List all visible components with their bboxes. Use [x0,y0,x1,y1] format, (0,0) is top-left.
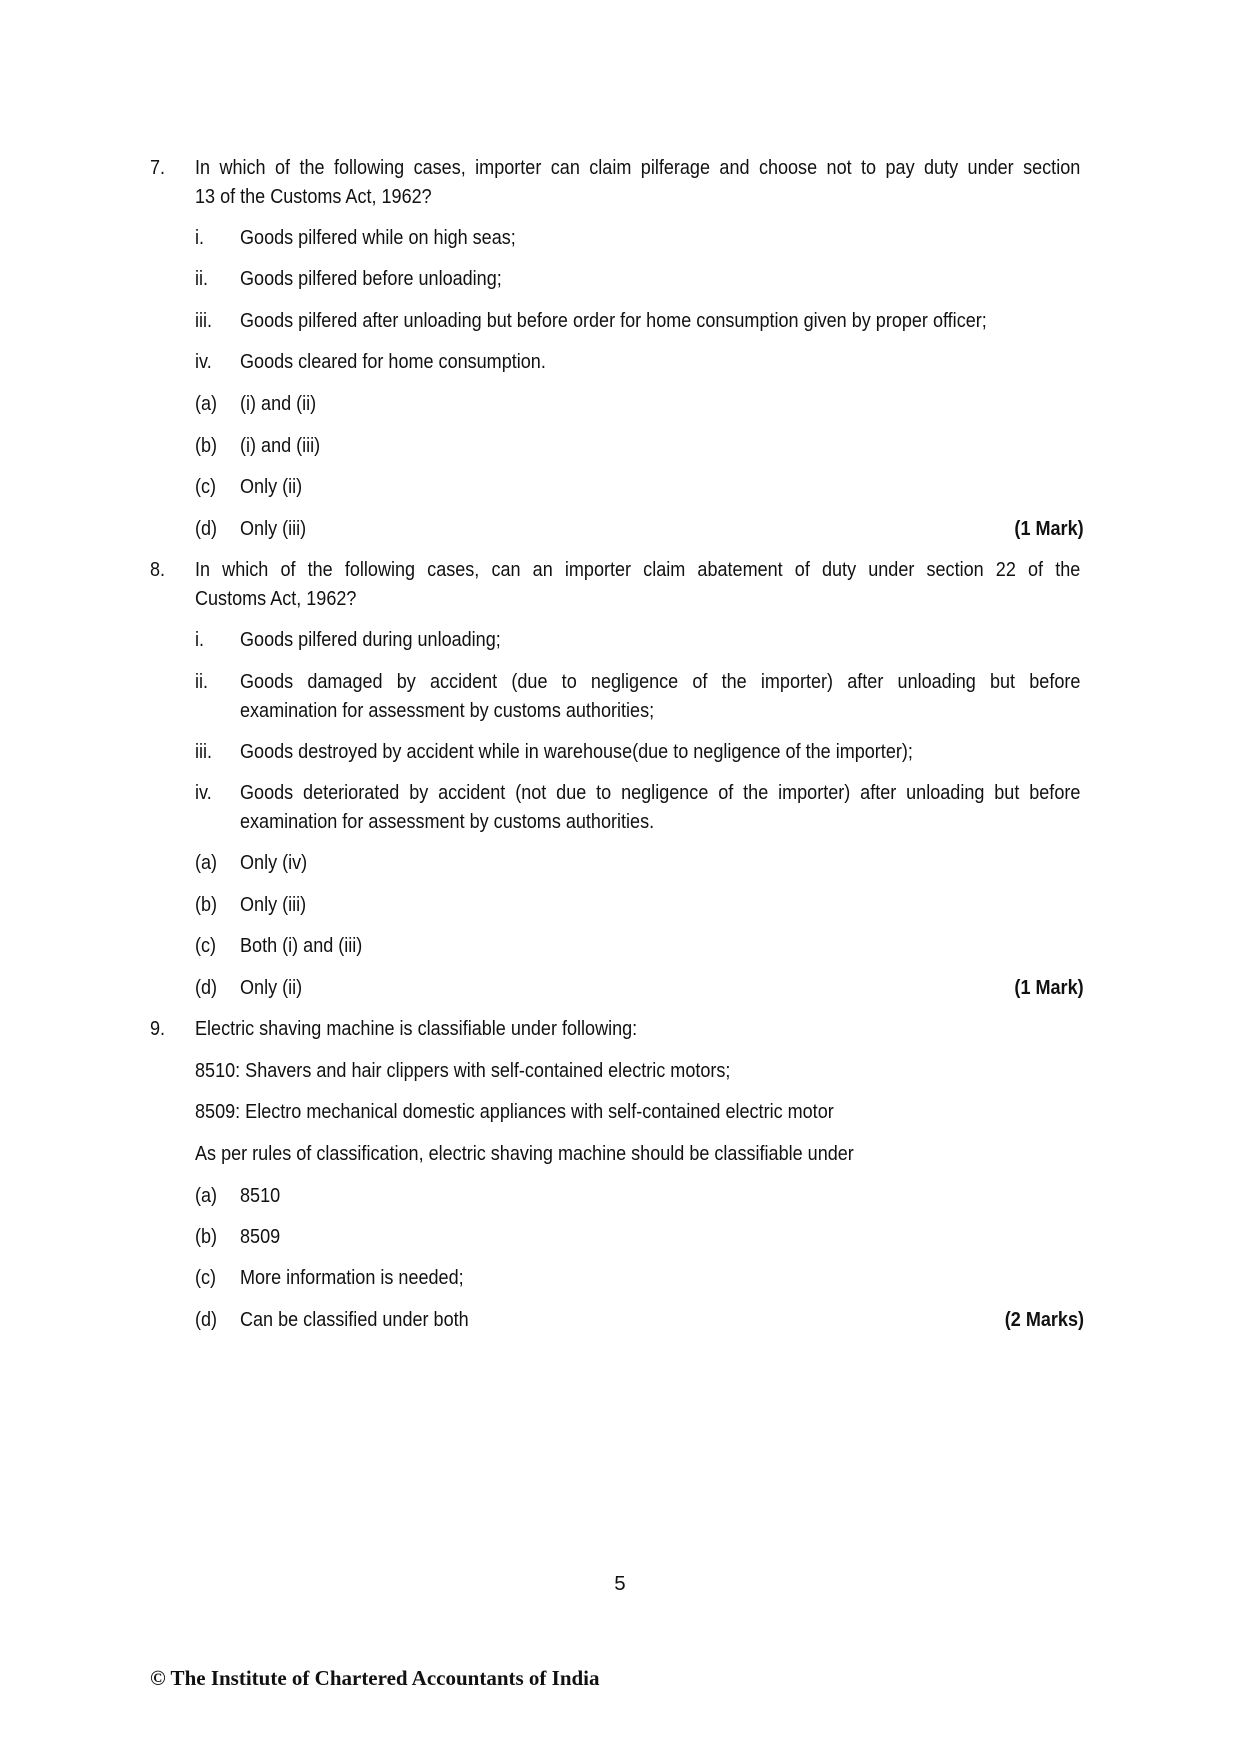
question-number: 8. [150,558,166,581]
option-text: More information is needed; [240,1266,464,1289]
statement-text: Goods destroyed by accident while in warehouse(due to negligence of the importer); [240,740,913,763]
option-text: Only (iv) [240,851,308,874]
marks-label: (1 Mark) [1014,976,1084,999]
statement-label: ii. [195,670,209,693]
statement-label: iv. [195,781,212,804]
option-text: Only (iii) [240,517,307,540]
statement-label: ii. [195,267,209,290]
page-number: 5 [614,1572,626,1595]
question-stem: 13 of the Customs Act, 1962? [195,185,432,208]
option-label: (d) [195,976,218,999]
option-text: 8510 [240,1184,281,1207]
footer-copyright: © The Institute of Chartered Accountants of India [150,1666,600,1690]
statement-text: examination for assessment by customs authorities; [240,699,655,722]
option-text: Only (ii) [240,976,303,999]
statement-label: iii. [195,740,213,763]
option-text: Only (ii) [240,475,303,498]
option-text: Both (i) and (iii) [240,934,363,957]
info-line: As per rules of classification, electric shaving machine should be classifiable under [195,1142,854,1165]
option-text: Can be classified under both [240,1308,469,1331]
question-stem: In which of the following cases, can an importer claim abatement of duty under section 22 of the [195,558,1081,581]
option-label: (b) [195,1225,218,1248]
option-label: (a) [195,1184,218,1207]
statement-label: iv. [195,350,212,373]
statement-label: i. [195,226,205,249]
option-label: (c) [195,934,217,957]
question-stem: Electric shaving machine is classifiable under following: [195,1017,638,1040]
question-number: 7. [150,156,166,179]
option-label: (b) [195,893,218,916]
statement-label: iii. [195,309,213,332]
info-line: 8509: Electro mechanical domestic appliances with self-contained electric motor [195,1100,834,1123]
question-stem: Customs Act, 1962? [195,587,357,610]
marks-label: (1 Mark) [1014,517,1084,540]
option-label: (a) [195,392,218,415]
option-label: (c) [195,1266,217,1289]
option-text: (i) and (iii) [240,434,321,457]
question-number: 9. [150,1017,166,1040]
statement-text: Goods pilfered before unloading; [240,267,502,290]
question-stem: In which of the following cases, importer can claim pilferage and choose not to pay duty under section [195,156,1081,179]
marks-label: (2 Marks) [1004,1308,1084,1331]
statement-text: Goods pilfered during unloading; [240,628,501,651]
statement-label: i. [195,628,205,651]
option-label: (d) [195,1308,218,1331]
statement-text: examination for assessment by customs authorities. [240,810,655,833]
statement-text: Goods deteriorated by accident (not due to negligence of the importer) after unloading but before [240,781,1081,804]
statement-text: Goods damaged by accident (due to negligence of the importer) after unloading but before [240,670,1081,693]
statement-text: Goods pilfered after unloading but before order for home consumption given by proper officer; [240,309,987,332]
option-text: Only (iii) [240,893,307,916]
option-text: (i) and (ii) [240,392,317,415]
option-label: (b) [195,434,218,457]
statement-text: Goods pilfered while on high seas; [240,226,516,249]
info-line: 8510: Shavers and hair clippers with self-contained electric motors; [195,1059,731,1082]
option-text: 8509 [240,1225,281,1248]
option-label: (c) [195,475,217,498]
option-label: (a) [195,851,218,874]
option-label: (d) [195,517,218,540]
statement-text: Goods cleared for home consumption. [240,350,546,373]
